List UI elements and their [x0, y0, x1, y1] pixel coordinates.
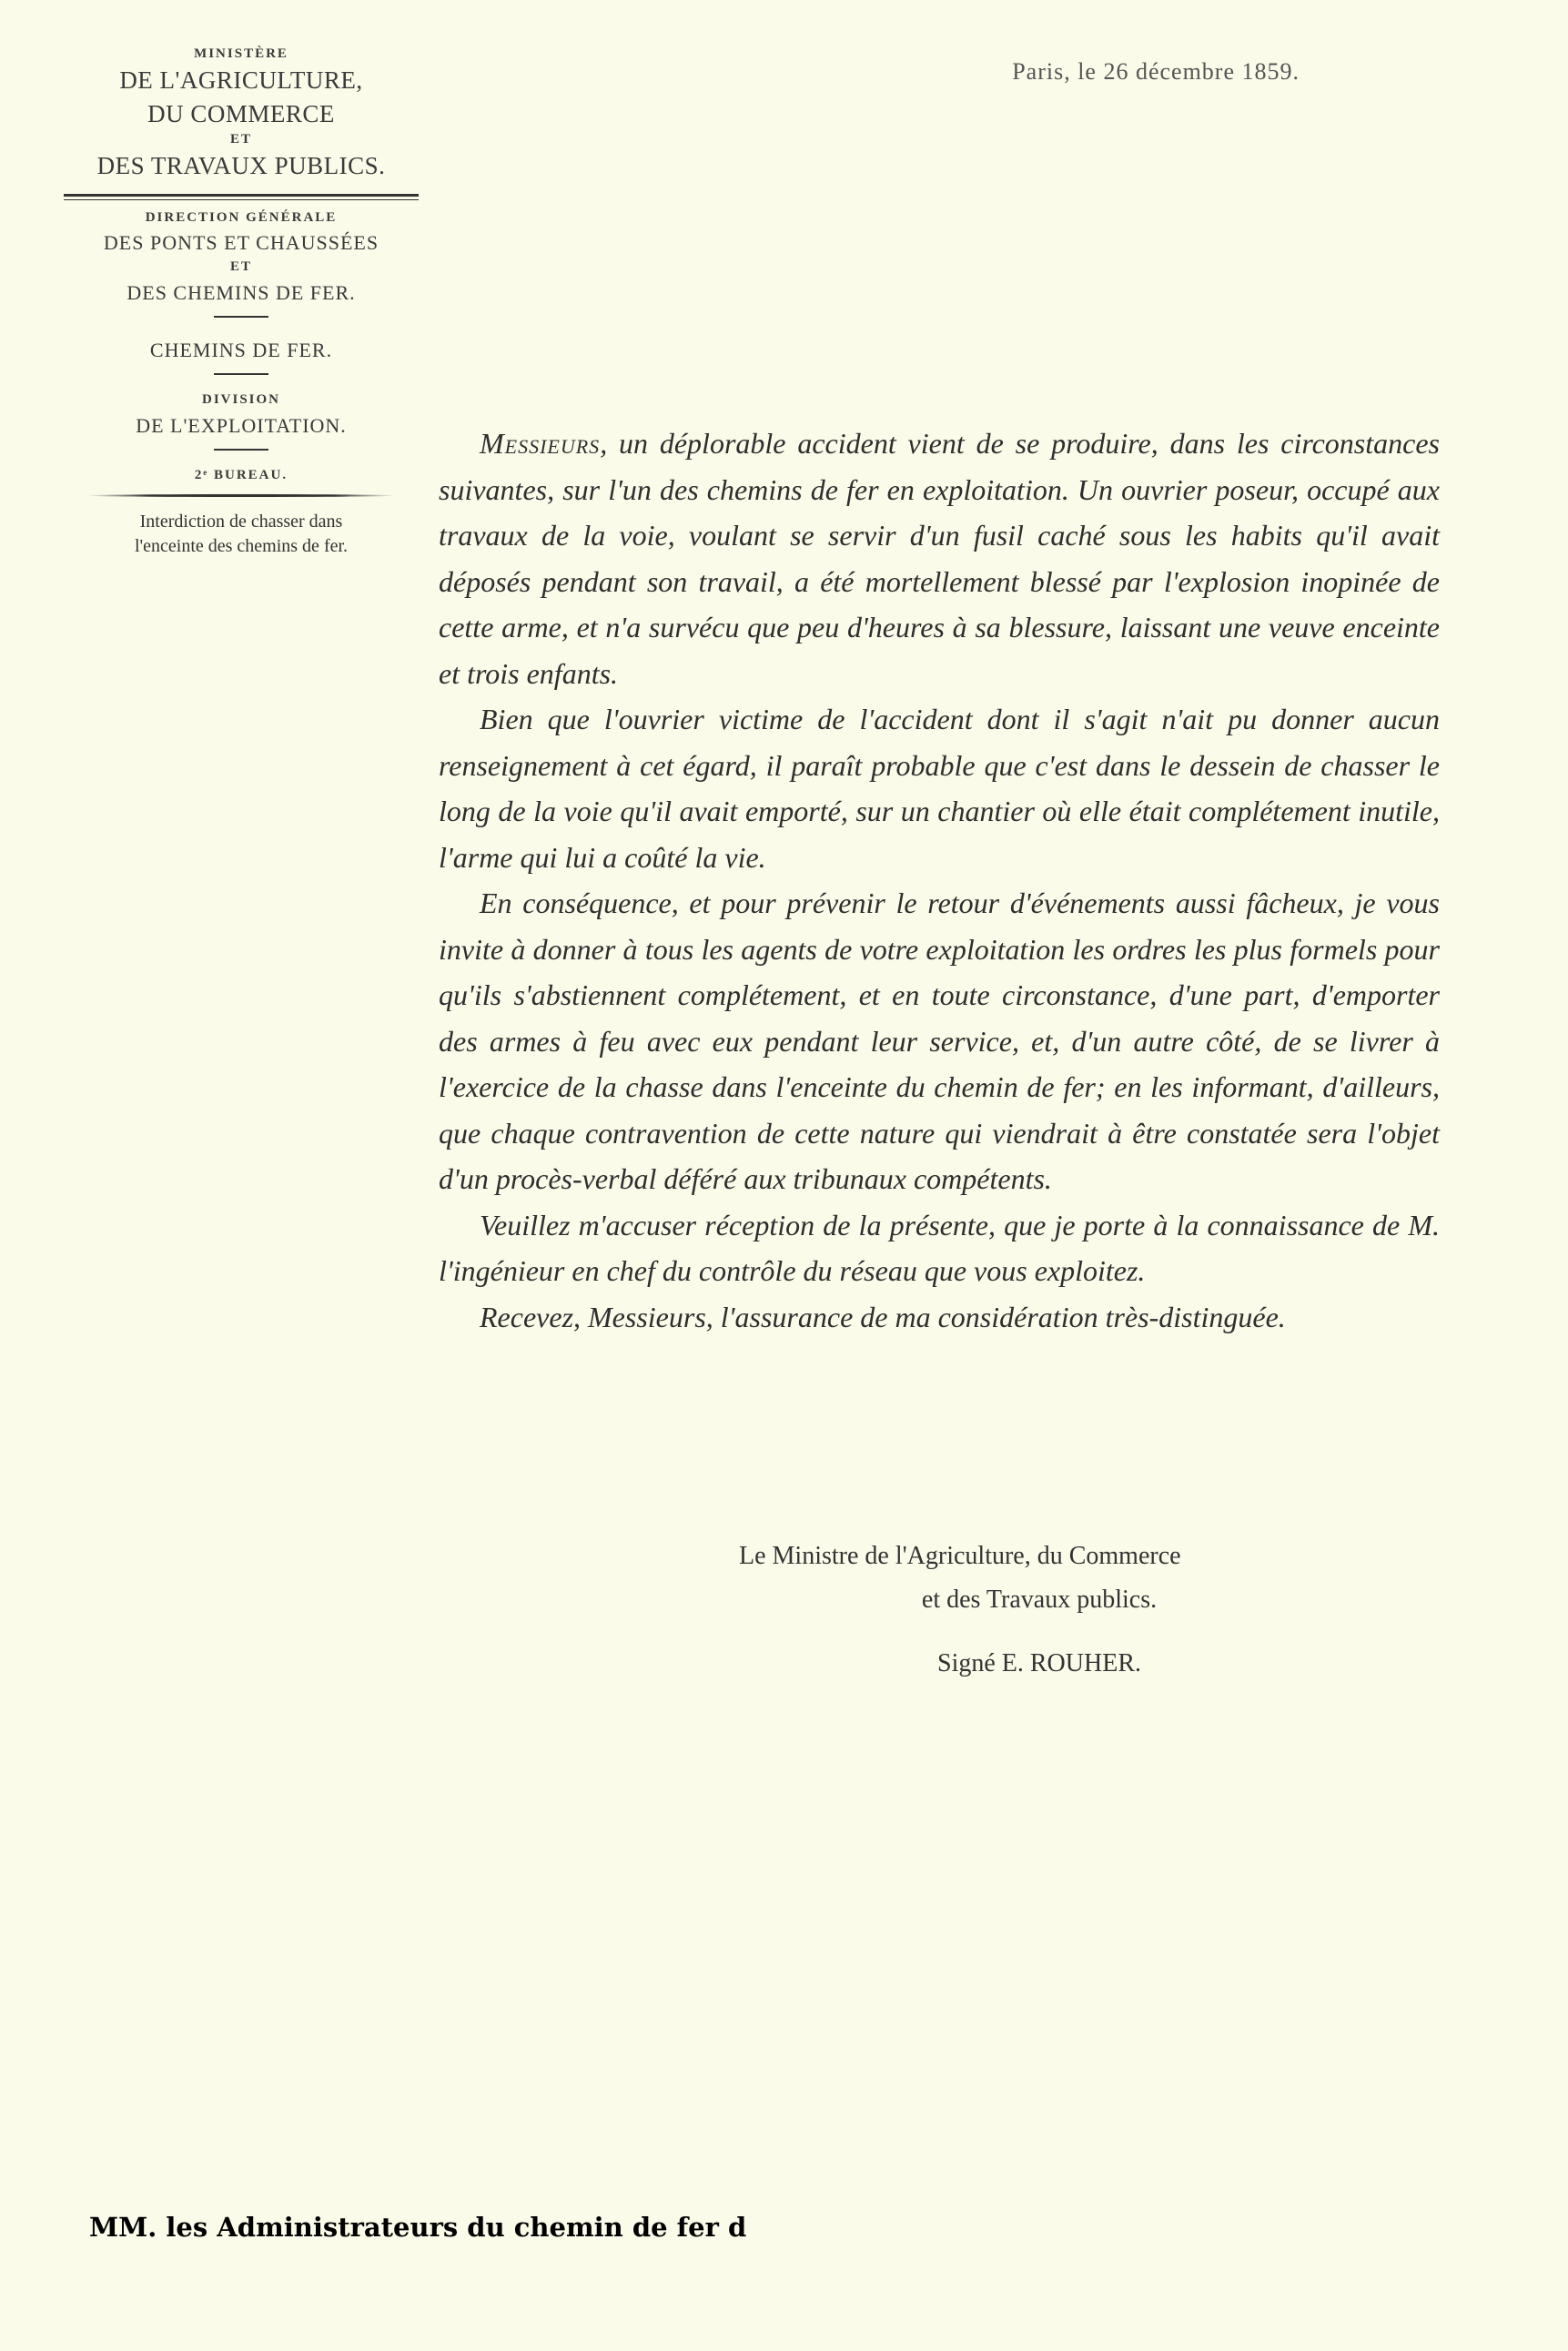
divider-3 [214, 449, 268, 451]
ministry-line-1: DE L'AGRICULTURE, [119, 66, 363, 94]
division-label: DIVISION [201, 392, 281, 408]
double-divider [64, 194, 419, 200]
paragraph-2: Bien que l'ouvrier victime de l'accident dont il s'agit n'ait pu donner aucun renseignement à cet égard, il paraît probable que c'est dans le dessein de chasser le long de la voie qu'il avait emporté, sur un chantier où elle était complétement inutile, l'arme qui lui a coûté la vie. [439, 703, 1440, 874]
subject-line-2: l'enceinte des chemins de fer. [134, 535, 349, 556]
paragraph-1 [439, 421, 1440, 696]
section-label: CHEMINS DE FER. [149, 339, 333, 362]
ministry-line-2: DU COMMERCE [147, 99, 335, 127]
et-label-1: ET [229, 132, 252, 147]
addressee-line: MM. les Administrateurs du chemin de fer d [89, 2212, 747, 2243]
letterhead [64, 46, 419, 559]
paragraph-3: En conséquence, et pour prévenir le retour d'événements aussi fâcheux, je vous invite à donner à tous les agents de votre exploitation les ordres les plus formels pour qu'ils s'abstiennent complétement, et en toute circonstance, d'une part, d'emporter des armes à feu avec eux pendant leur service, et, d'un autre côté, de se livrer à l'exercice de la chasse dans l'enceinte du chemin de fer; en les informant, d'ailleurs, que chaque contravention de cette nature qui viendrait à être constatée sera l'objet d'un procès-verbal déféré aux tribunaux compétents. [439, 887, 1440, 1195]
bureau-label: 2ᵉ BUREAU. [194, 468, 288, 482]
letter-date: Paris, le 26 décembre 1859. [1012, 58, 1300, 85]
et-label-2: ET [229, 259, 252, 275]
salutation: Messieurs [480, 427, 601, 460]
paragraph-4: Veuillez m'accuser réception de la présente, que je porte à la connaissance de M. l'ingénieur en chef du contrôle du réseau que vous exploitez. [439, 1208, 1440, 1287]
paragraph-1-text: , un déplorable accident vient de se produire, dans les circonstances suivantes, sur l'un des chemins de fer en exploitation. Un ouvrier poseur, occupé aux travaux de la voie, voulant se servir d'un fusil caché sous les habits qu'il avait déposés pendant son travail, a été mortellement blessé par l'explosion inopinée de cette arme, et n'a survécu que peu d'heures à sa blessure, laissant une veuve enceinte et trois enfants. [439, 427, 1440, 690]
signature-line-2: et des Travaux publics. [921, 1586, 1158, 1614]
subject-line-1: Interdiction de chasser dans [139, 511, 343, 532]
ministere-label: MINISTÈRE [194, 46, 288, 61]
signature-line-1: Le Ministre de l'Agriculture, du Commerce [739, 1542, 1181, 1570]
tapered-divider [86, 494, 396, 497]
letter-body [439, 421, 1440, 1340]
direction-label: DIRECTION GÉNÉRALE [145, 209, 338, 225]
paragraph-5: Recevez, Messieurs, l'assurance de ma considération très-distinguée. [480, 1300, 1286, 1333]
chemins-line: DES CHEMINS DE FER. [126, 280, 356, 304]
division-line: DE L'EXPLOITATION. [136, 413, 347, 437]
signature-name: Signé E. ROUHER. [937, 1649, 1141, 1677]
divider-2 [214, 373, 268, 375]
ponts-line: DES PONTS ET CHAUSSÉES [103, 231, 379, 255]
divider-1 [214, 316, 268, 318]
ministry-line-3: DES TRAVAUX PUBLICS. [96, 151, 386, 179]
signature-block [739, 1535, 1340, 1686]
